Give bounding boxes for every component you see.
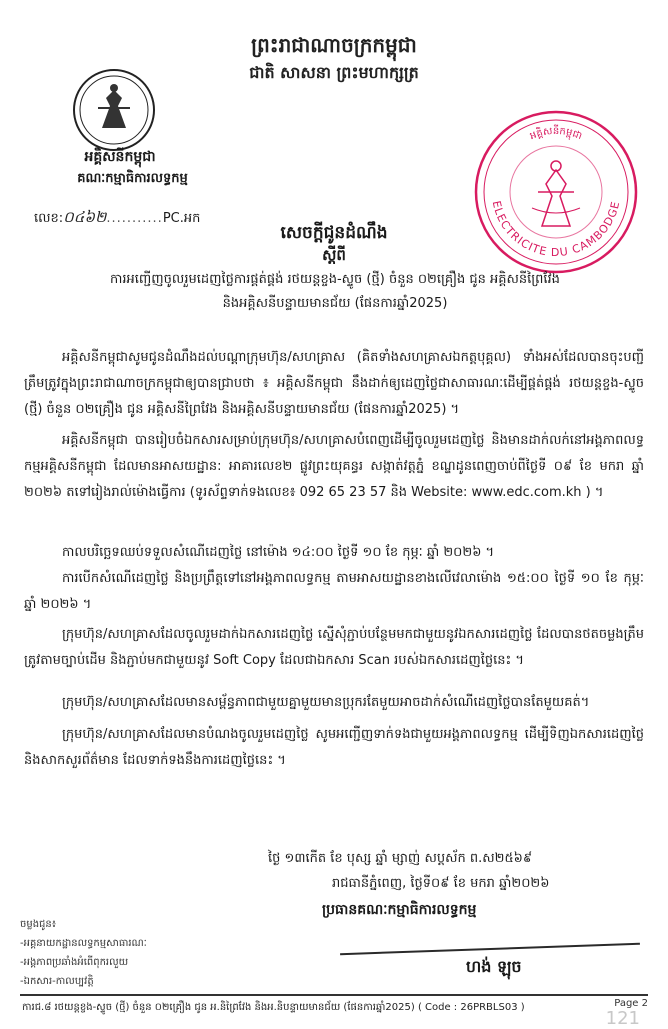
body-paragraph-3: កាលបរិច្ឆេទឈប់ទទួលសំណើដេញថ្លៃ នៅម៉ោង ១៤:០០ ថ្ងៃទី ១០ ខែ កុម្ភៈ ឆ្នាំ ២០២៦ ។: [62, 545, 495, 560]
svg-text:ELECTRICITE DU CAMBODGE: ELECTRICITE DU CAMBODGE: [489, 199, 623, 260]
body-paragraph-5: ក្រុមហ៊ុន/សហគ្រាសដែលចូលរួមដាក់ឯកសារដេញថ្លៃ ស្នើសុំភ្ជាប់បន្ថែមមកជាមួយនូវឯកសារដេញថ្លៃ ដែលបានថតចម្លងត្រឹមត្រូវតាមច្បាប់ដើម និងភ្ជាប់មកជាមួយនូវ Soft Copy ដែលជាឯកសារ Scan របស់ឯកសារដេញថ្លៃនេះ ។: [24, 627, 644, 668]
body-paragraph-6: ក្រុមហ៊ុន/សហគ្រាសដែលមានសម្ព័ន្ធភាពជាមួយគ្នាមួយមានប្រុករតែមួយអាចដាក់សំណើដេញថ្លៃបានតែមួយគត់។: [62, 695, 590, 710]
notice-title: សេចក្តីជូនដំណឹង: [280, 223, 388, 243]
kingdom-heading: ព្រះរាជាណាចក្រកម្ពុជា: [251, 33, 417, 57]
body-paragraph-2: អគ្គិសនីកម្ពុជា បានរៀបចំឯកសារសម្រាប់ក្រុមហ៊ុន/សហគ្រាសបំពេញដើម្បីចូលរួមដេញថ្លៃ និងមានដាក់លក់នៅអង្គភាពលទ្ធកម្មអគ្គិសនីកម្ពុជា ដែលមានអាសយដ្ឋាន: អាគារលេខ២ ផ្លូវព្រះយុគន្ធរ សង្កាត់វត្តភ្នំ ខណ្ឌដូនពេញចាប់ពីថ្ងៃទី ០៩ ខែ មករា ឆ្នាំ ២០២៦ តទៅរៀងរាល់ម៉ោងធ្វើការ (ទូរស័ព្ទទាក់ទងលេខ៖ 092 65 23 57 និង Website: www.edc.com.kh ) ។: [24, 433, 644, 500]
body-paragraph-7: ក្រុមហ៊ុន/សហគ្រាសដែលមានបំណងចូលរួមដេញថ្លៃ សូមអញ្ជើញទាក់ទងជាមួយអង្គភាពលទ្ធកម្ម ដើម្បីទិញឯកសារដេញថ្លៃ និងសាកសួរព័ត៌មាន ដែលទាក់ទងនឹងការដេញថ្លៃនេះ ។: [24, 727, 644, 768]
ref-label: លេខ:: [34, 211, 64, 226]
committee-name: គណៈកម្មាធិការលទ្ធកម្ម: [77, 171, 188, 186]
signatory-name: ហង់ ឡុច: [466, 957, 522, 976]
svg-text:អគ្គិសនីកម្ពុជា: អគ្គិសនីកម្ពុជា: [528, 125, 584, 143]
cc-item: -អគ្គនាយកដ្ឋានលទ្ធកម្មសាធារណៈ: [20, 938, 147, 949]
org-name: អគ្គិសនីកម្ពុជា: [84, 149, 156, 165]
footer-text: ការជ.៨ រថយន្តខ្ចង-ស្ទូច (ថ្មី) ចំនួន ០២គ្រឿង ជូន អ.និព្រៃវែង និងអ.និបន្ទាយមានជ័យ (ផែនការឆ្នាំ2025) ( Code : 26PRBLS03 ): [22, 1002, 525, 1013]
director-title: ប្រធានគណៈកម្មាធិការលទ្ធកម្ម: [322, 902, 477, 918]
ref-suffix: PC.អក: [162, 211, 201, 226]
notice-subtitle: ស្តីពី: [322, 246, 346, 264]
body-paragraph-4: ការបើកសំណើដេញថ្លៃ និងប្រព្រឹត្តទៅនៅអង្គភាពលទ្ធកម្ម តាមអាសយដ្ឋានខាងលើវេលាម៉ោង ១៥:០០ ថ្ងៃទី ១០ ខែ កុម្ភៈ ឆ្នាំ ២០២៦ ។: [24, 571, 644, 612]
signature-line: [340, 943, 640, 955]
cc-list: [20, 915, 147, 991]
edc-logo-icon: [72, 68, 156, 152]
cc-heading: ចម្លងជូន៖: [20, 919, 57, 930]
body-paragraph-1: អគ្គិសនីកម្ពុជាសូមជូនដំណឹងដល់បណ្តាក្រុមហ៊ុន/សហគ្រាស (គិតទាំងសហគ្រាសឯកត្តបុគ្គល) ទាំងអស់ដែលបានចុះបញ្ជីត្រឹមត្រូវក្នុងព្រះរាជាណាចក្រកម្ពុជាឲ្យបានជ្រាបថា ៖ អគ្គិសនីកម្ពុជា នឹងដាក់ឲ្យដេញថ្លៃជាសាធារណៈដើម្បីផ្គត់ផ្គង់ រថយន្តខ្ចង-ស្ទូច (ថ្មី) ចំនួន ០២គ្រឿង ជូន អគ្គិសនីព្រៃវែង និងអគ្គិសនីបន្ទាយមានជ័យ (ផែនការឆ្នាំ2025) ។: [24, 350, 644, 417]
cc-item: -ឯកសារ-កាលប្បវត្តិ: [20, 976, 94, 987]
notice-subject: [40, 268, 630, 316]
subject-line-1: ការអញ្ជើញចូលរួមដេញថ្លៃការផ្គត់ផ្គង់ រថយន្តខ្ចង-ស្ទូច (ថ្មី) ចំនួន ០២គ្រឿង ជូន អគ្គិសនីព្រៃវែង: [110, 272, 560, 287]
solar-date: រាជធានីភ្នំពេញ, ថ្ងៃទី០៩ ខែ មករា ឆ្នាំ២០២៦: [332, 876, 550, 891]
national-motto: ជាតិ សាសនា ព្រះមហាក្សត្រ: [249, 63, 419, 82]
reference-number: លេខ:០៤៦២...........PC.អក: [34, 208, 201, 226]
page-number: Page 2: [614, 998, 648, 1009]
subject-line-2: និងអគ្គិសនីបន្ទាយមានជ័យ (ផែនការឆ្នាំ2025): [222, 296, 448, 311]
page-watermark-number: 121: [605, 1008, 640, 1029]
cc-item: -អង្គភាពប្រឆាំងអំពើពុករលួយ: [20, 957, 129, 968]
lunar-date: ថ្ងៃ ១៣កើត ខែ បុស្ស ឆ្នាំ ម្សាញ់ សប្តស័ក ព.ស២៥៦៩: [268, 851, 533, 866]
page-footer: [0, 994, 668, 1029]
footer-divider: [20, 994, 648, 996]
ref-number-handwritten: ០៤៦២: [63, 208, 107, 226]
